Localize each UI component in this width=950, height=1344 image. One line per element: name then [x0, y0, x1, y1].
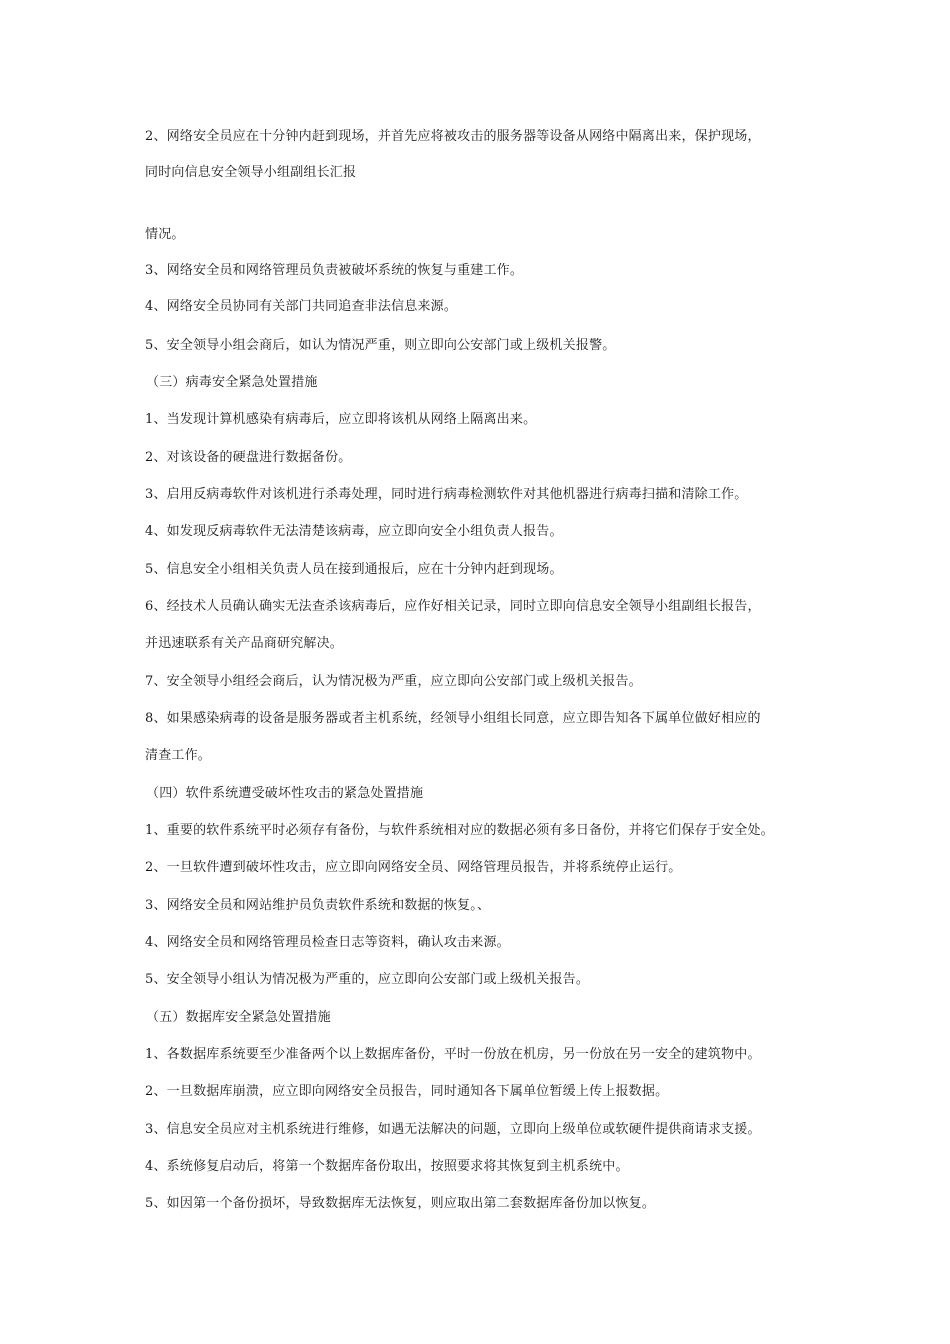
paragraph-line: 2、网络安全员应在十分钟内赶到现场，并首先应将被攻击的服务器等设备从网络中隔离出来，保护现场， [145, 129, 761, 144]
paragraph-line: 2、一旦软件遭到破坏性攻击，应立即向网络安全员、网络管理员报告，并将系统停止运行。 [145, 860, 682, 875]
paragraph-line: 2、对该设备的硬盘进行数据备份。 [145, 450, 352, 465]
paragraph-line: 1、各数据库系统要至少准备两个以上数据库备份，平时一份放在机房，另一份放在另一安全的建筑物中。 [145, 1047, 761, 1062]
paragraph-line: 5、信息安全小组相关负责人员在接到通报后，应在十分钟内赶到现场。 [145, 562, 563, 577]
section-heading: （四）软件系统遭受破坏性攻击的紧急处置措施 [146, 786, 424, 801]
paragraph-line: 1、重要的软件系统平时必须存有备份，与软件系统相对应的数据必须有多日备份，并将它们保存于安全处。 [145, 823, 774, 838]
paragraph-line: 6、经技术人员确认确实无法查杀该病毒后，应作好相关记录，同时立即向信息安全领导小组副组长报告， [145, 599, 761, 614]
paragraph-line: 8、如果感染病毒的设备是服务器或者主机系统，经领导小组组长同意，应立即告知各下属单位做好相应的 [145, 711, 761, 726]
paragraph-line: 2、一旦数据库崩溃，应立即向网络安全员报告，同时通知各下属单位暂缓上传上报数据。 [145, 1084, 669, 1099]
paragraph-line: 3、网络安全员和网络管理员负责被破坏系统的恢复与重建工作。 [145, 263, 524, 278]
paragraph-line: 并迅速联系有关产品商研究解决。 [145, 636, 344, 651]
paragraph-line: 5、如因第一个备份损坏，导致数据库无法恢复，则应取出第二套数据库备份加以恢复。 [145, 1196, 656, 1211]
paragraph-line: 3、启用反病毒软件对该机进行杀毒处理，同时进行病毒检测软件对其他机器进行病毒扫描和清除工作。 [145, 487, 748, 502]
paragraph-line: 情况。 [145, 227, 185, 242]
paragraph-line: 5、安全领导小组认为情况极为严重的，应立即向公安部门或上级机关报告。 [145, 972, 590, 987]
paragraph-line: 3、网络安全员和网站维护员负责软件系统和数据的恢复。、 [145, 898, 491, 913]
paragraph-line: 同时向信息安全领导小组副组长汇报 [145, 165, 357, 180]
paragraph-line: 清查工作。 [145, 748, 212, 763]
paragraph-line: 3、信息安全员应对主机系统进行维修，如遇无法解决的问题，立即向上级单位或软硬件提供商请求支援。 [145, 1122, 761, 1137]
section-heading: （三）病毒安全紧急处置措施 [146, 375, 318, 390]
paragraph-line: 4、系统修复启动后，将第一个数据库备份取出，按照要求将其恢复到主机系统中。 [145, 1159, 629, 1174]
paragraph-line: 1、当发现计算机感染有病毒后，应立即将该机从网络上隔离出来。 [145, 412, 537, 427]
paragraph-line: 5、安全领导小组会商后，如认为情况严重，则立即向公安部门或上级机关报警。 [145, 338, 616, 353]
paragraph-line: 4、网络安全员和网络管理员检查日志等资料，确认攻击来源。 [145, 935, 510, 950]
section-heading: （五）数据库安全紧急处置措施 [146, 1010, 331, 1025]
paragraph-line: 4、网络安全员协同有关部门共同追查非法信息来源。 [145, 299, 458, 314]
paragraph-line: 4、如发现反病毒软件无法清楚该病毒，应立即向安全小组负责人报告。 [145, 524, 563, 539]
paragraph-line: 7、安全领导小组经会商后，认为情况极为严重，应立即向公安部门或上级机关报告。 [145, 674, 642, 689]
